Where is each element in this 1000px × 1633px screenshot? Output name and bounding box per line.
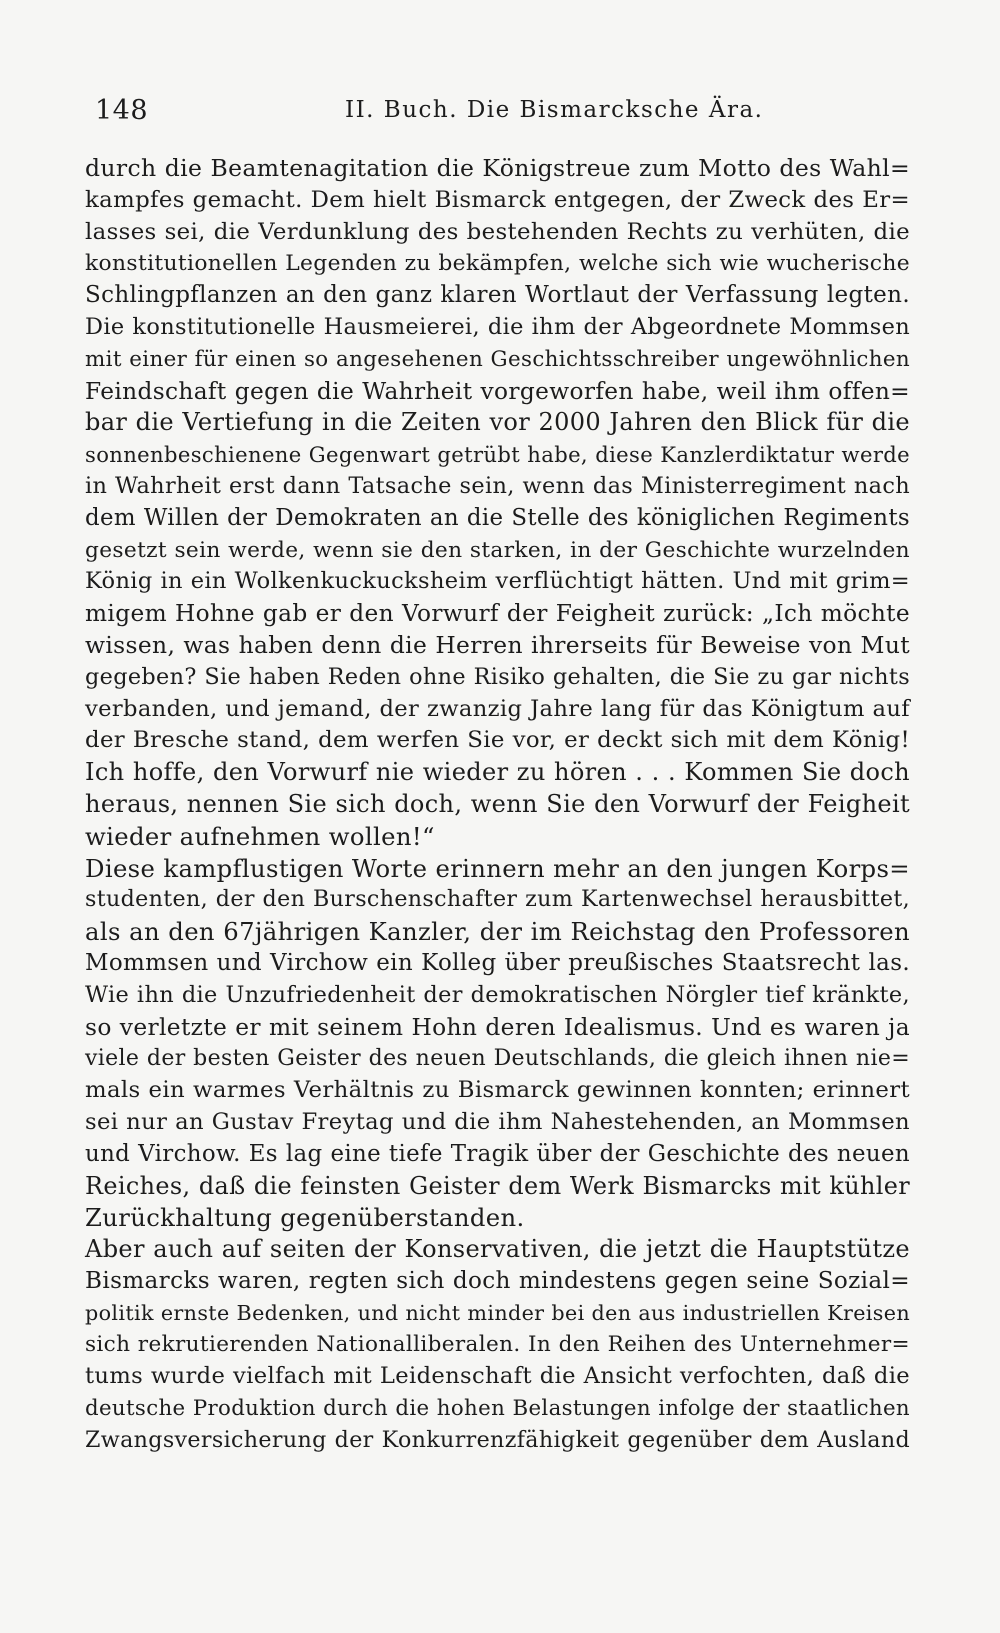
text-line: migem Hohne gab er den Vorwurf der Feigheit zurück: „Ich möchte [85, 600, 910, 628]
text-line: Mommsen und Virchow ein Kolleg über preußisches Staatsrecht las. [85, 949, 910, 976]
text-line: viele der besten Geister des neuen Deutschlands, die gleich ihnen nie= [85, 1046, 910, 1072]
text-line: heraus, nennen Sie sich doch, wenn Sie den Vorwurf der Feigheit [85, 789, 910, 818]
text-line: sonnenbeschienene Gegenwart getrübt habe, diese Kanzlerdiktatur werde [85, 442, 910, 468]
text-line: sich rekrutierenden Nationalliberalen. In den Reihen des Unternehmer= [85, 1332, 910, 1358]
page-number: 148 [95, 95, 149, 126]
text-line: gegeben? Sie haben Reden ohne Risiko gehalten, die Sie zu gar nichts [85, 663, 910, 690]
text-line: Feindschaft gegen die Wahrheit vorgeworfen habe, weil ihm offen= [85, 377, 910, 405]
text-line: politik ernste Bedenken, und nicht minder bei den aus industriellen Kreisen [85, 1300, 910, 1325]
text-line: tums wurde vielfach mit Leidenschaft die Ansicht verfochten, daß die [85, 1363, 910, 1390]
text-line: lasses sei, die Verdunklung des bestehenden Rechts zu verhüten, die [85, 218, 910, 245]
text-line: bar die Vertiefung in die Zeiten vor 2000 Jahren den Blick für die [85, 408, 910, 437]
text-line: Wie ihn die Unzufriedenheit der demokratischen Nörgler tief kränkte, [85, 981, 910, 1008]
text-line: durch die Beamtenagitation die Königstreue zum Motto des Wahl= [85, 154, 910, 182]
text-line: wissen, was haben denn die Herren ihrerseits für Beweise von Mut [85, 630, 910, 659]
text-line: in Wahrheit erst dann Tatsache sein, wenn das Ministerregiment nach [85, 472, 910, 499]
text-line: Schlingpflanzen an den ganz klaren Wortlaut der Verfassung legten. [85, 282, 910, 309]
text-line: der Bresche stand, dem werfen Sie vor, er deckt sich mit dem König! [85, 727, 910, 754]
paragraph-end-line: Zurückhaltung gegenüberstanden. [85, 1203, 525, 1233]
text-line: Diese kampflustigen Worte erinnern mehr an den jungen Korps= [85, 853, 910, 883]
text-line: gesetzt sein werde, wenn sie den starken, in der Geschichte wurzelnden [85, 537, 910, 563]
text-line: so verletzte er mit seinem Hohn deren Idealismus. Und es waren ja [85, 1012, 910, 1041]
text-line: kampfes gemacht. Dem hielt Bismarck entgegen, der Zweck des Er= [85, 186, 910, 213]
text-line: und Virchow. Es lag eine tiefe Tragik über der Geschichte des neuen [85, 1140, 910, 1167]
text-line: deutsche Produktion durch die hohen Belastungen infolge der staatlichen [85, 1396, 910, 1422]
text-line: verbanden, und jemand, der zwanzig Jahre lang für das Königtum auf [85, 695, 910, 722]
body-text [85, 153, 910, 1457]
text-line: dem Willen der Demokraten an die Stelle des königlichen Regiments [85, 504, 910, 531]
page-header [95, 95, 910, 135]
text-line: König in ein Wolkenkuckucksheim verflüchtigt hätten. Und mit grim= [85, 568, 910, 595]
text-line: Bismarcks waren, regten sich doch mindestens gegen seine Sozial= [85, 1267, 910, 1294]
text-line: studenten, der den Burschenschafter zum Kartenwechsel herausbittet, [85, 886, 910, 913]
running-head: II. Buch. Die Bismarcksche Ära. [345, 97, 764, 123]
text-line: Ich hoffe, den Vorwurf nie wieder zu hören . . . Kommen Sie doch [85, 758, 910, 787]
text-line: als an den 67jährigen Kanzler, der im Reichstag den Professoren [85, 917, 910, 947]
text-line: Zwangsversicherung der Konkurrenzfähigkeit gegenüber dem Ausland [85, 1426, 910, 1453]
text-line: mit einer für einen so angesehenen Geschichtsschreiber ungewöhnlichen [85, 346, 910, 372]
text-line: Reiches, daß die feinsten Geister dem Werk Bismarcks mit kühler [85, 1171, 910, 1200]
paragraph-end-line: wieder aufnehmen wollen!“ [85, 821, 435, 851]
text-line: sei nur an Gustav Freytag und die ihm Nahestehenden, an Mommsen [85, 1108, 910, 1135]
text-line: mals ein warmes Verhältnis zu Bismarck gewinnen konnten; erinnert [85, 1077, 910, 1104]
text-line: Aber auch auf seiten der Konservativen, die jetzt die Hauptstütze [85, 1235, 910, 1264]
text-line: Die konstitutionelle Hausmeierei, die ihm der Abgeordnete Mommsen [85, 313, 910, 340]
text-line: konstitutionellen Legenden zu bekämpfen, welche sich wie wucherische [85, 251, 910, 277]
